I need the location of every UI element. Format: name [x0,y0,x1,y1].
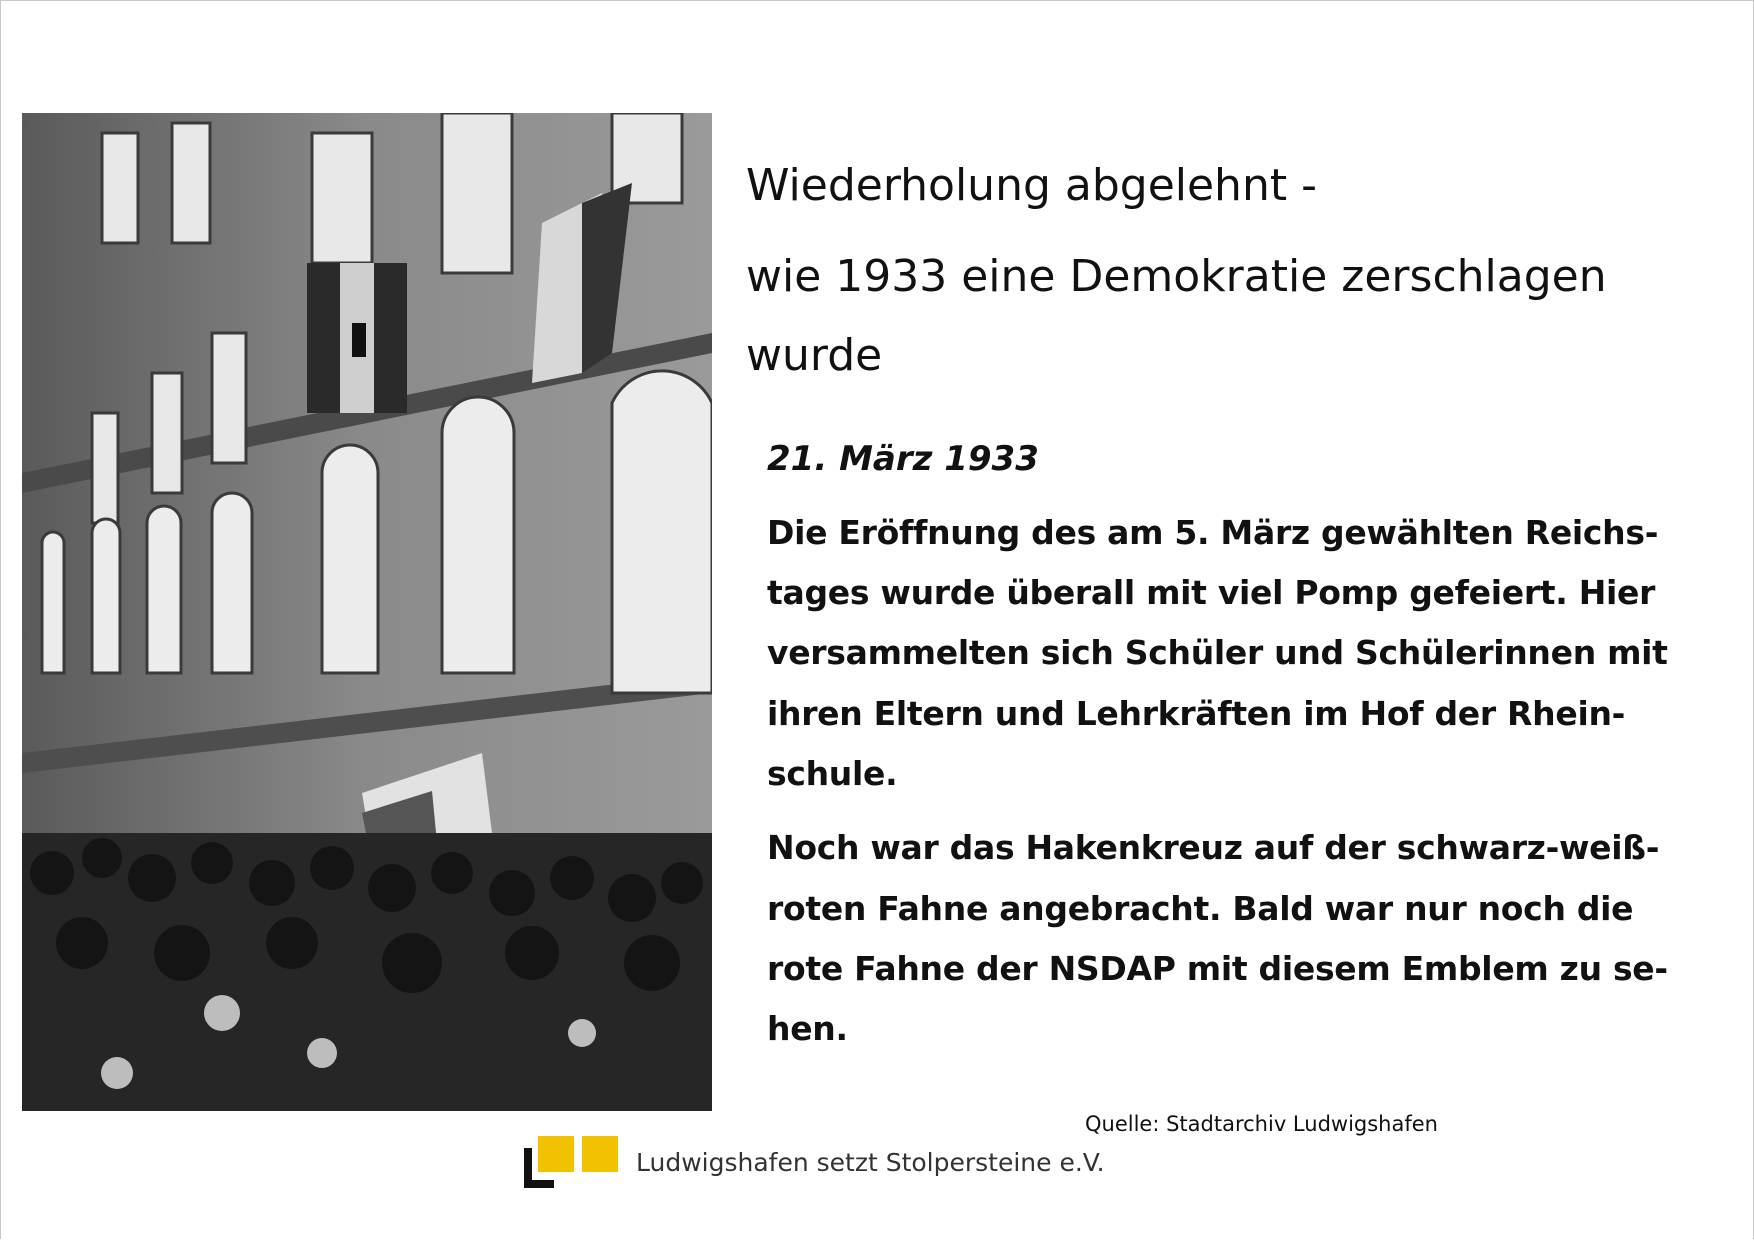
headline-line-1: Wiederholung abgelehnt - [746,160,1317,211]
paragraph-2-line: roten Fahne angebracht. Bald war nur noch die [767,889,1634,928]
organization-logo [524,1136,620,1188]
headline-line-2: wie 1933 eine Demokratie zerschlagen [746,251,1607,302]
date-heading: 21. März 1933 [767,439,1039,479]
source-credit: Quelle: Stadtarchiv Ludwigshafen [1085,1112,1438,1136]
paragraph-2-line: Noch war das Hakenkreuz auf der schwarz-weiß- [767,828,1660,867]
organization-name: Ludwigshafen setzt Stolpersteine e.V. [636,1148,1105,1177]
historical-photo [22,113,712,1111]
paragraph-1-line: tages wurde überall mit viel Pomp gefeiert. Hier [767,573,1656,612]
paragraph-1-line: Die Eröffnung des am 5. März gewählten Reichs- [767,513,1659,552]
paragraph-2-line: hen. [767,1009,848,1048]
headline-line-3: wurde [746,330,883,381]
paragraph-1-line: versammelten sich Schüler und Schülerinnen mit [767,633,1668,672]
paragraph-2-line: rote Fahne der NSDAP mit diesem Emblem zu se- [767,949,1668,988]
paragraph-1-line: schule. [767,754,898,793]
paragraph-1-line: ihren Eltern und Lehrkräften im Hof der Rhein- [767,694,1626,733]
